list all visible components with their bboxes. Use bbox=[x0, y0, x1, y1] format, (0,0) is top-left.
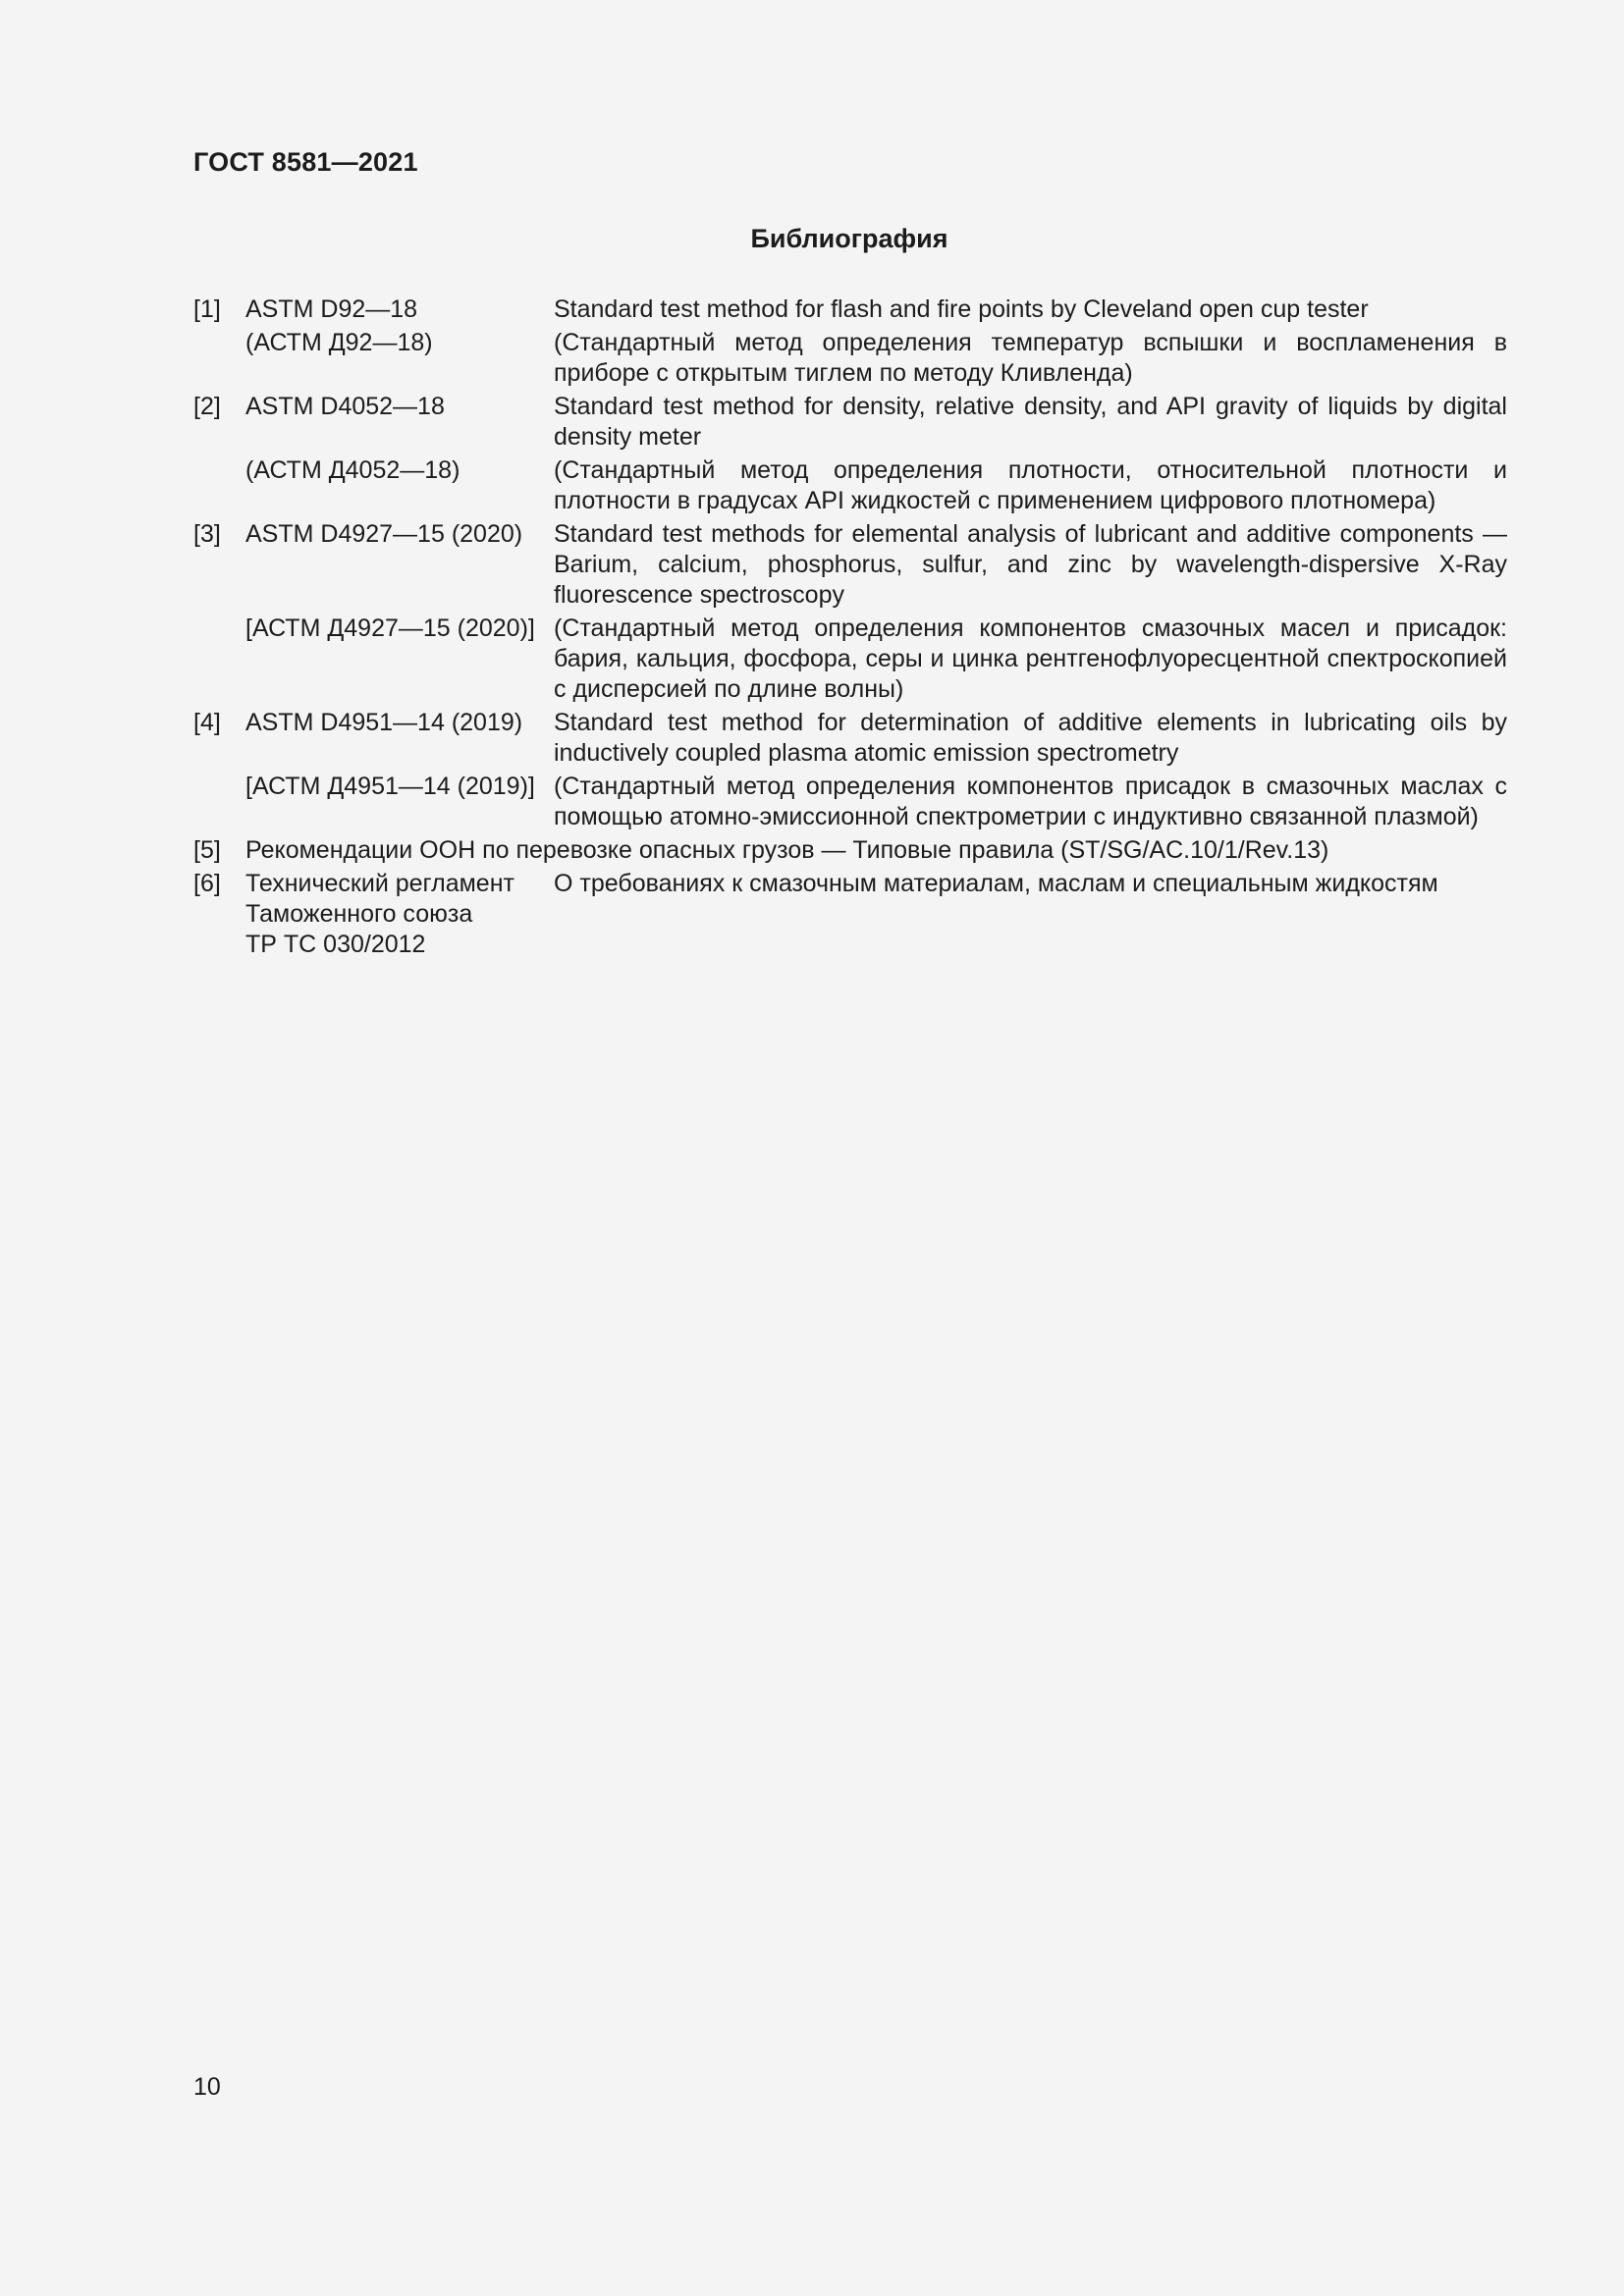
entry-reference-translated: (АСТМ Д92—18) bbox=[245, 329, 433, 356]
entry-title: О требованиях к смазочным материалам, маслам и специальным жидкостям bbox=[554, 870, 1438, 897]
bibliography-entry-3-translation bbox=[193, 614, 1507, 705]
entry-title-translated: (Стандартный метод определения компонентов присадок в смазочных маслах с помощью атомно-эмиссионной спектрометрии с индуктивно связанной плазмой) bbox=[554, 773, 1507, 830]
entry-title: Standard test method for determination of additive elements in lubricating oils by inductively coupled plasma atomic emission spectrometry bbox=[554, 709, 1507, 767]
entry-reference: ASTM D92—18 bbox=[245, 295, 418, 323]
bibliography-entry-4-translation bbox=[193, 772, 1507, 832]
entry-reference bbox=[245, 869, 554, 960]
entry-title-translated: (Стандартный метод определения плотности, относительной плотности и плотности в градусах API жидкостей с применением цифрового плотномера) bbox=[554, 456, 1507, 514]
standard-code: ГОСТ 8581—2021 bbox=[193, 147, 418, 177]
entry-reference: ASTM D4927—15 (2020) bbox=[245, 520, 523, 548]
entry-title: Standard test method for flash and fire points by Cleveland open cup tester bbox=[554, 295, 1369, 323]
entry-title-translated: (Стандартный метод определения температур вспышки и воспламенения в приборе с открытым тиглем по методу Кливленда) bbox=[554, 329, 1507, 387]
entry-number: [3] bbox=[193, 520, 221, 548]
entry-reference-line: Таможенного союза bbox=[245, 900, 473, 928]
entry-number: [5] bbox=[193, 836, 221, 864]
bibliography-entry-6 bbox=[193, 869, 1507, 960]
entry-reference-translated: (АСТМ Д4052—18) bbox=[245, 456, 460, 484]
bibliography-entry-2-translation bbox=[193, 455, 1507, 516]
entry-title: Standard test methods for elemental analysis of lubricant and additive components — Barium, calcium, phosphorus, sulfur, and zinc by wavelength-dispersive X-Ray fluorescence spectroscopy bbox=[554, 520, 1507, 609]
entry-reference: ASTM D4052—18 bbox=[245, 393, 445, 420]
entry-reference: ASTM D4951—14 (2019) bbox=[245, 709, 523, 736]
entry-reference-translated: [АСТМ Д4927—15 (2020)] bbox=[245, 614, 535, 642]
entry-title-translated: (Стандартный метод определения компонентов смазочных масел и присадок: бария, кальция, фосфора, серы и цинка рентгенофлуоресцентной спектроскопией с дисперсией по длине волны) bbox=[554, 614, 1507, 703]
entry-reference-line: ТР ТС 030/2012 bbox=[245, 931, 426, 958]
entry-full-text: Рекомендации ООН по перевозке опасных грузов — Типовые правила (ST/SG/AC.10/1/Rev.13) bbox=[245, 836, 1329, 864]
bibliography-entry-5 bbox=[193, 835, 1507, 866]
bibliography-entry-1-translation bbox=[193, 328, 1507, 389]
entry-title: Standard test method for density, relative density, and API gravity of liquids by digital density meter bbox=[554, 393, 1507, 451]
entry-reference-line: Технический регламент bbox=[245, 870, 514, 897]
entry-number: [6] bbox=[193, 870, 221, 897]
entry-number: [1] bbox=[193, 295, 221, 323]
bibliography-entry-2 bbox=[193, 392, 1507, 453]
entry-number: [4] bbox=[193, 709, 221, 736]
bibliography-entry-4 bbox=[193, 708, 1507, 769]
bibliography-entry-1 bbox=[193, 294, 1507, 325]
bibliography-list bbox=[193, 294, 1507, 963]
bibliography-title: Библиография bbox=[750, 224, 948, 253]
entry-reference-translated: [АСТМ Д4951—14 (2019)] bbox=[245, 773, 535, 800]
entry-number: [2] bbox=[193, 393, 221, 420]
page-number: 10 bbox=[193, 2073, 221, 2101]
bibliography-entry-3 bbox=[193, 519, 1507, 611]
